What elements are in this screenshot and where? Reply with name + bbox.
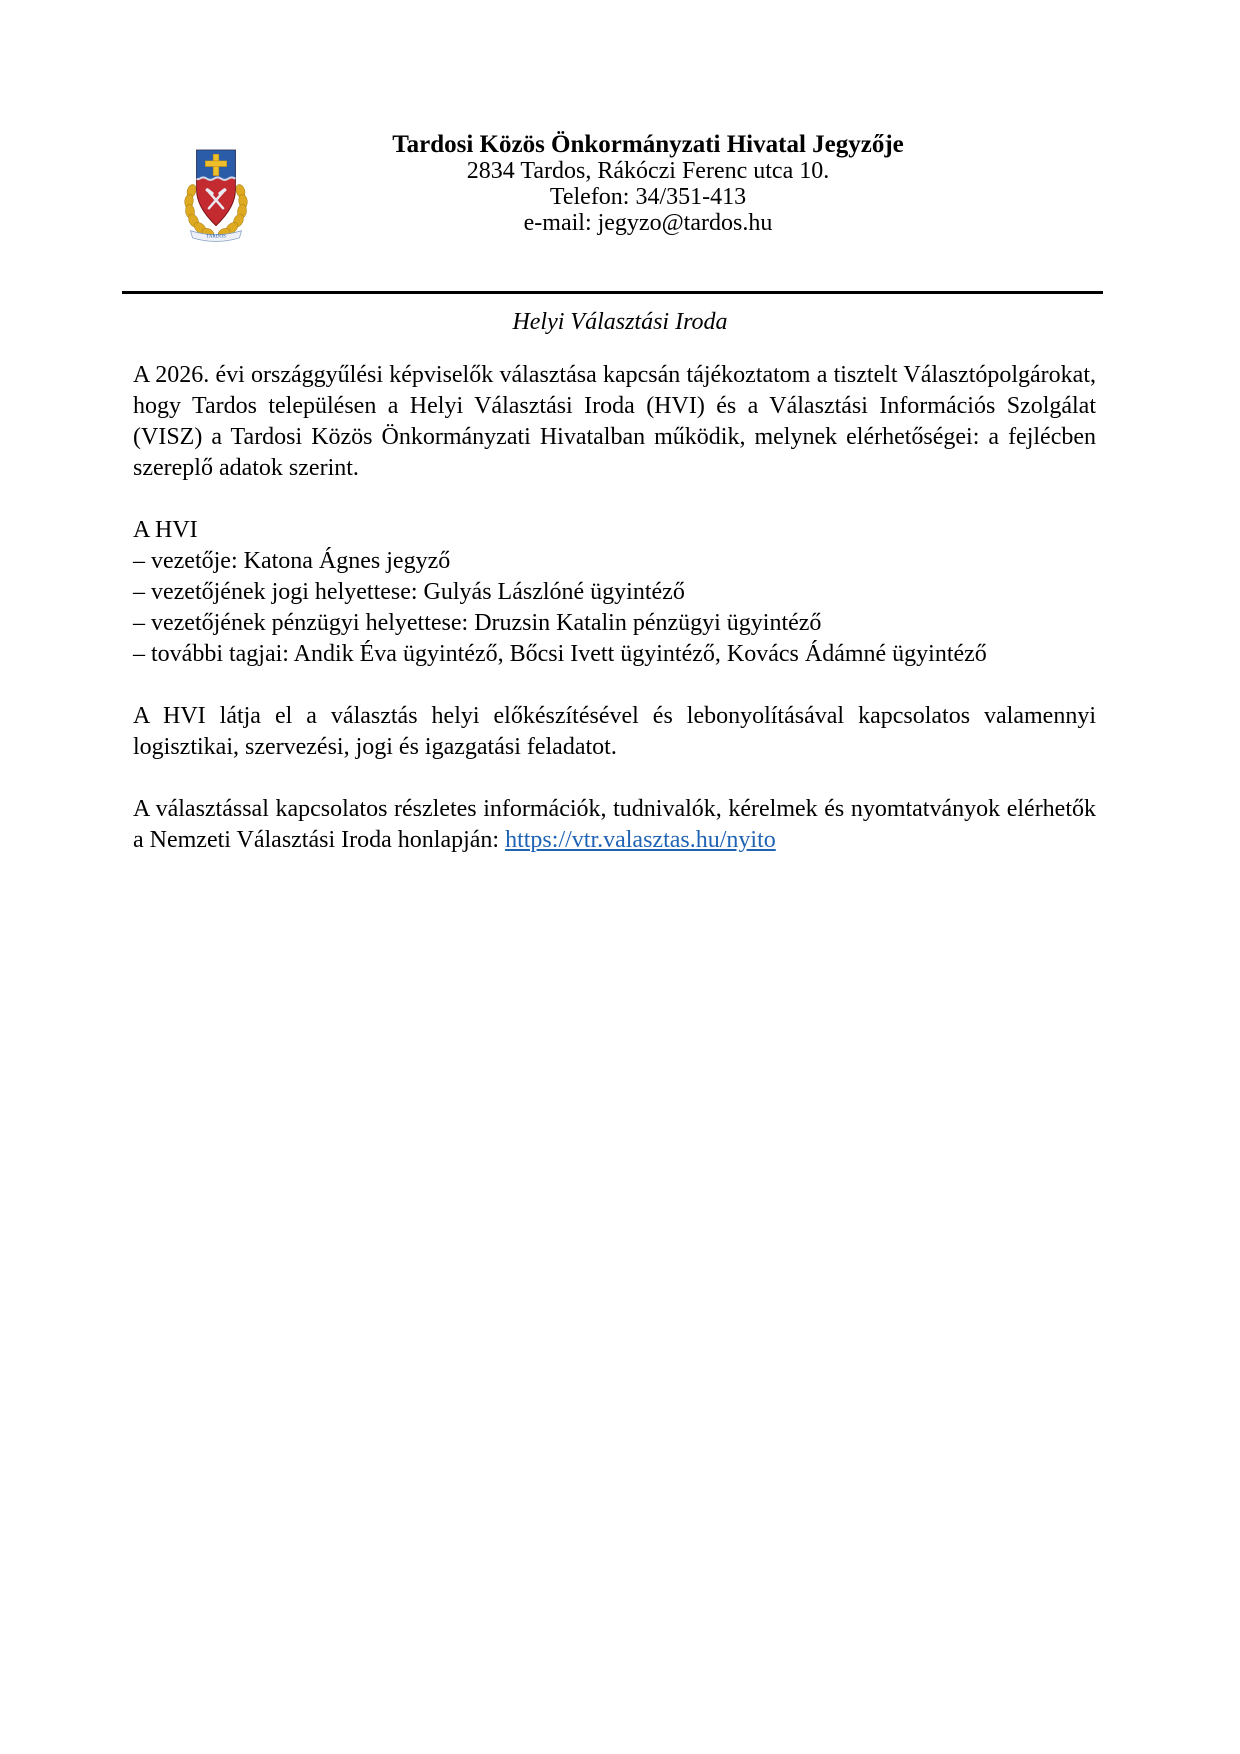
document-title: Helyi Választási Iroda — [512, 309, 728, 335]
header-divider — [122, 291, 1103, 294]
closing-text: A választással kapcsolatos részletes információk, tudnivalók, kérelmek és nyomtatványok elérhetők a Nemzeti Választási Iroda honlapján: — [133, 796, 1096, 853]
org-name: Tardosi Közös Önkormányzati Hivatal Jegyzője — [392, 131, 904, 158]
document-body — [133, 360, 1096, 887]
tasks-paragraph: A HVI látja el a választás helyi előkészítésével és lebonyolításával kapcsolatos valamennyi logisztikai, szervezési, jogi és igazgatási feladatot. — [133, 703, 1096, 760]
closing-paragraph — [133, 794, 1096, 856]
list-item: – vezetőjének jogi helyettese: Gulyás Lászlóné ügyintéző — [133, 579, 685, 605]
letterhead — [56, 132, 1240, 236]
org-email: e-mail: jegyzo@tardos.hu — [523, 210, 773, 236]
list-item: – vezetője: Katona Ágnes jegyző — [133, 548, 451, 574]
intro-paragraph: A 2026. évi országgyűlési képviselők választása kapcsán tájékoztatom a tisztelt Választópolgárokat, hogy Tardos településen a Helyi Választási Iroda (HVI) és a Választási Információs Szolgálat (VISZ) a Tardosi Közös Önkormányzati Hivatalban működik, melynek elérhetőségei: a fejlécben szereplő adatok szerint. — [133, 362, 1096, 481]
list-item: – további tagjai: Andik Éva ügyintéző, Bőcsi Ivett ügyintéző, Kovács Ádámné ügyintéző — [133, 641, 987, 667]
ribbon-text: TARDOS — [206, 233, 226, 240]
hvi-section — [133, 515, 1096, 670]
org-phone: Telefon: 34/351-413 — [549, 184, 747, 210]
hvi-heading: A HVI — [133, 517, 198, 543]
org-address: 2834 Tardos, Rákóczi Ferenc utca 10. — [466, 158, 830, 184]
nvi-website-link[interactable]: https://vtr.valasztas.hu/nyito — [505, 827, 776, 853]
list-item: – vezetőjének pénzügyi helyettese: Druzsin Katalin pénzügyi ügyintéző — [133, 610, 822, 636]
